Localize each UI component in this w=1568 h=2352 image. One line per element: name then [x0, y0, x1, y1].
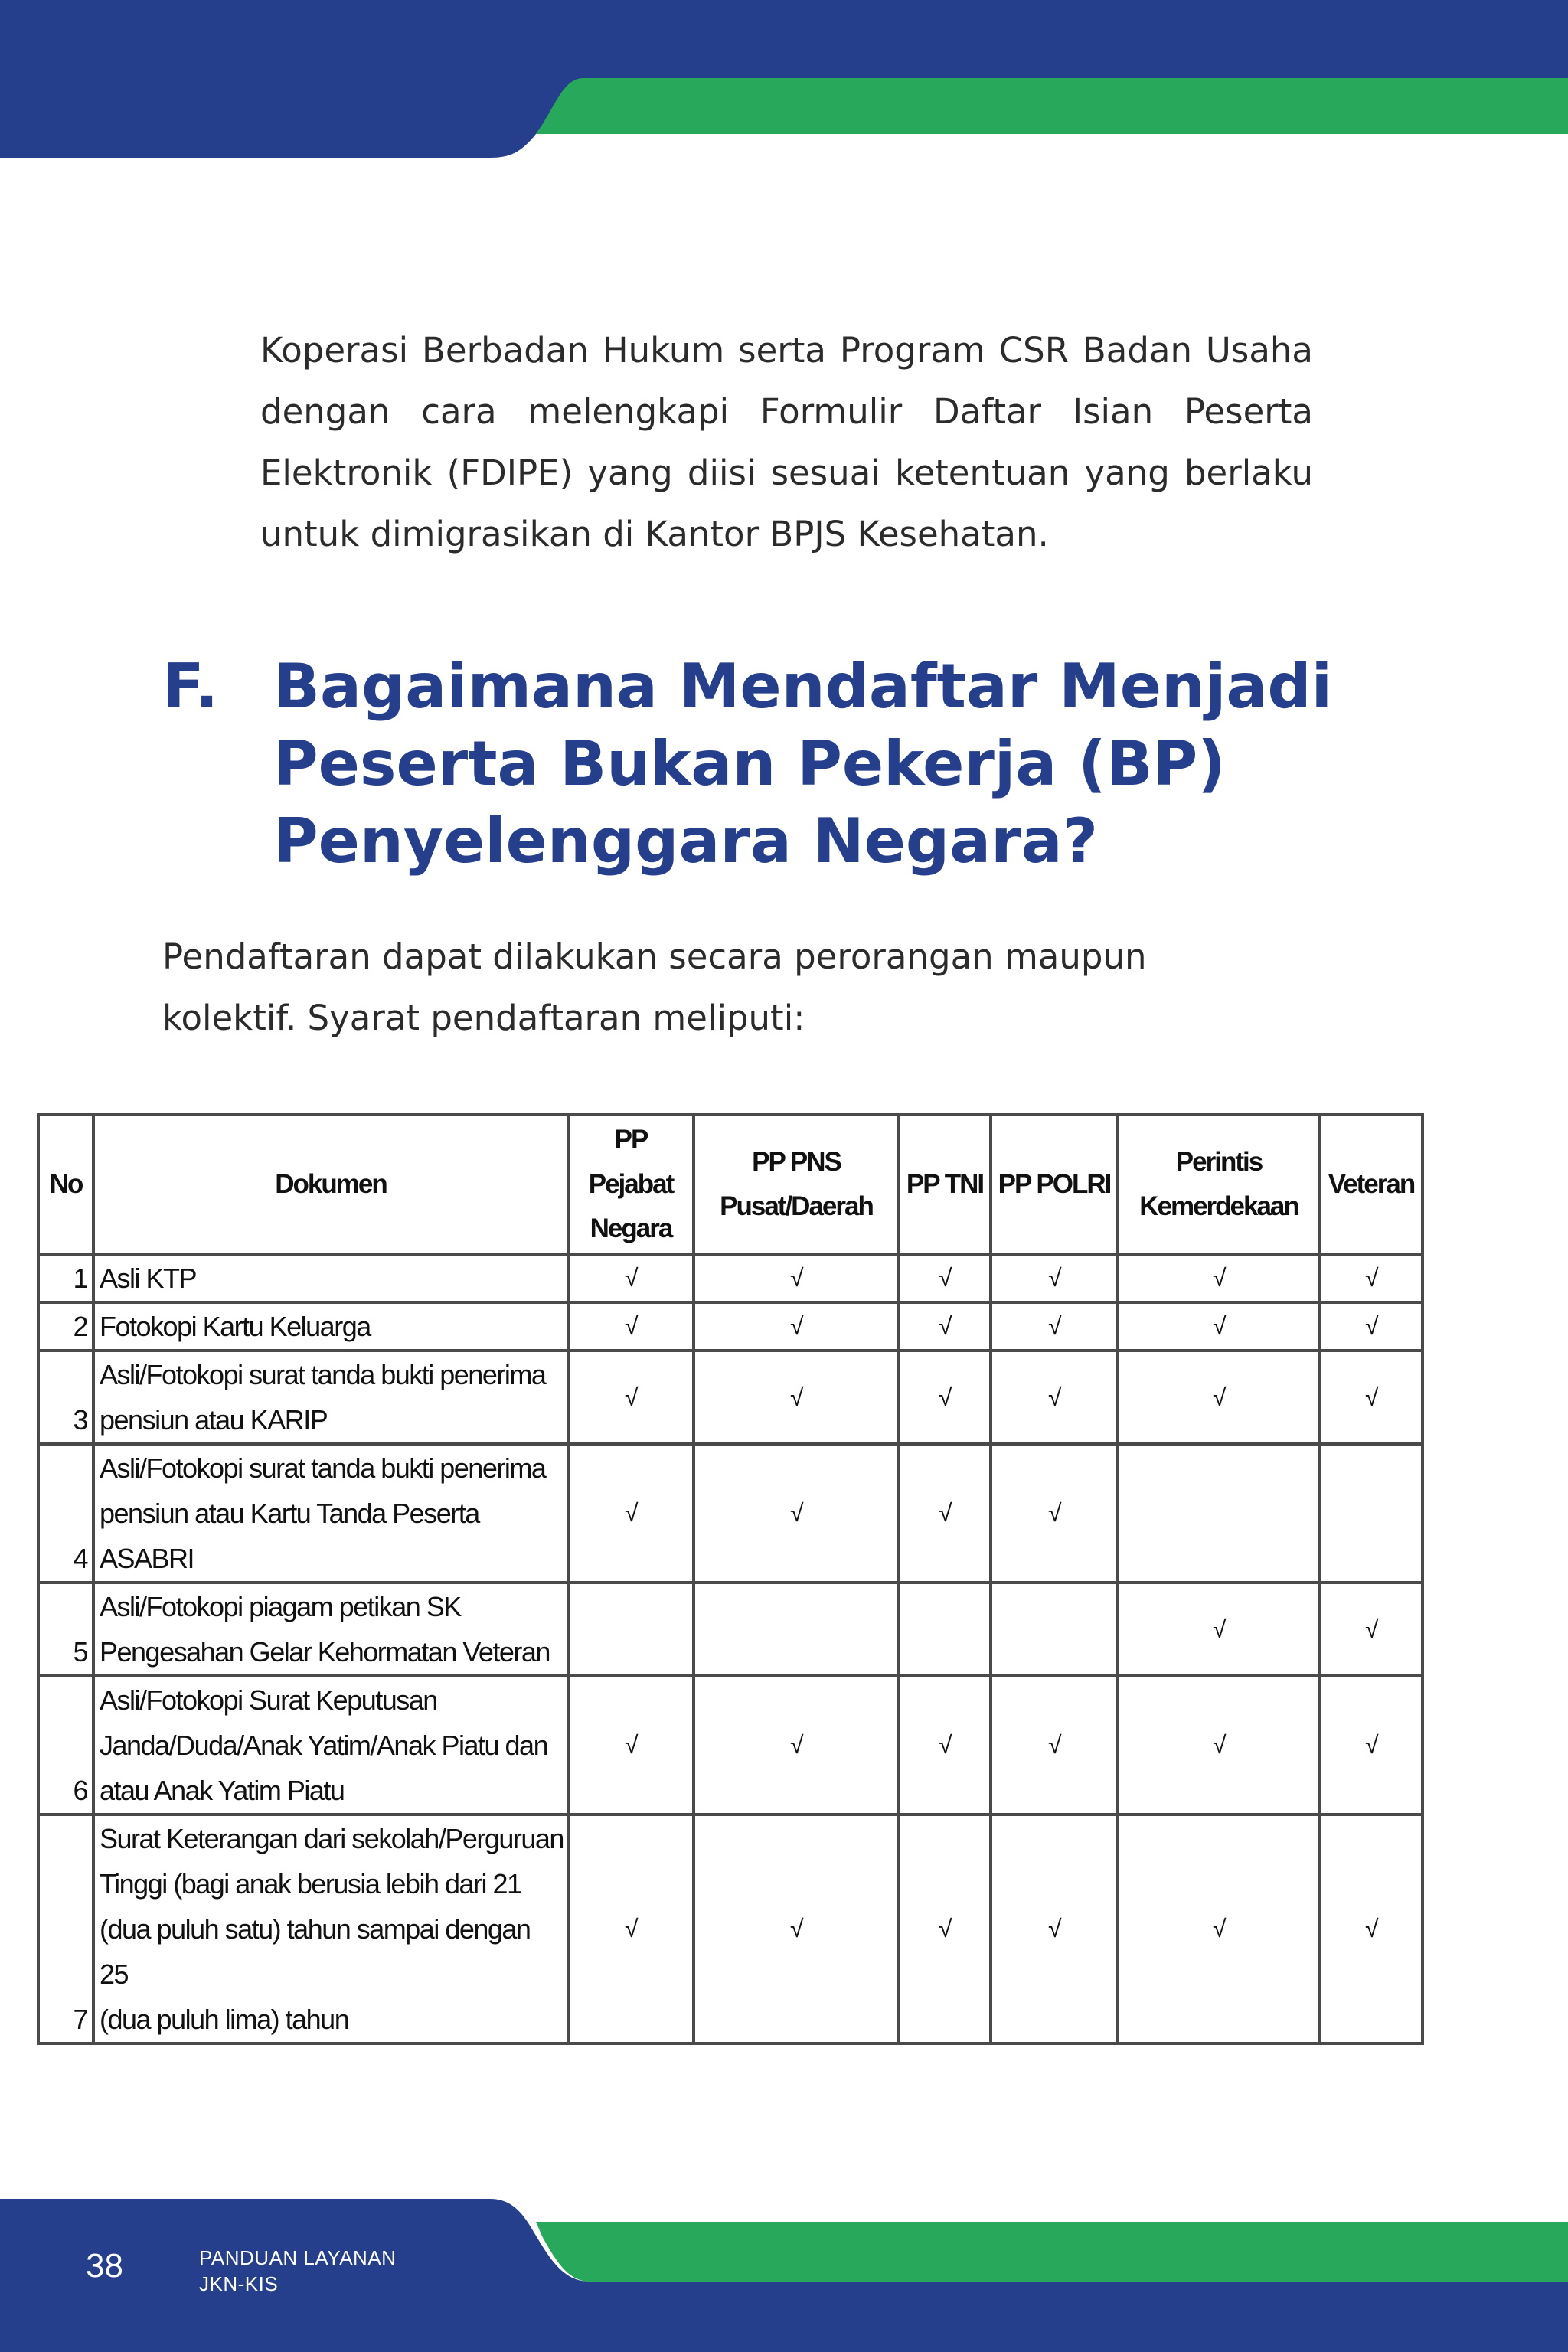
document-line: Fotokopi Kartu Keluarga [100, 1311, 371, 1342]
document-line: Asli/Fotokopi surat tanda bukti penerima [100, 1359, 546, 1390]
top-banner [0, 0, 1568, 158]
row-number: 1 [38, 1254, 93, 1302]
check-cell-veteran [1320, 1815, 1423, 2043]
check-cell-pp-pejabat-negara [568, 1254, 694, 1302]
check-mark-icon: √ [624, 1731, 638, 1759]
document-line: atau Anak Yatim Piatu [100, 1775, 345, 1806]
check-cell-pp-tni [899, 1351, 991, 1444]
document-line: Pengesahan Gelar Kehormatan Veteran [100, 1636, 550, 1668]
check-mark-icon: √ [789, 1499, 803, 1527]
check-cell-pp-polri [991, 1302, 1118, 1351]
check-cell-pp-tni [899, 1583, 991, 1676]
section-title-line: Bagaimana Mendaftar Menjadi [273, 651, 1333, 722]
check-cell-pp-polri [991, 1351, 1118, 1444]
check-mark-icon: √ [938, 1731, 952, 1759]
check-mark-icon: √ [1364, 1731, 1378, 1759]
document-line: Asli/Fotokopi Surat Keputusan [100, 1684, 437, 1716]
check-cell-pp-polri [991, 1444, 1118, 1583]
document-line: Tinggi (bagi anak berusia lebih dari 21 [100, 1868, 521, 1900]
document-line: Asli KTP [100, 1263, 197, 1294]
check-mark-icon: √ [1047, 1312, 1061, 1340]
check-mark-icon: √ [789, 1915, 803, 1942]
bottom-banner-green [536, 2222, 1568, 2282]
row-document [93, 1583, 568, 1676]
check-cell-pp-pns [694, 1351, 899, 1444]
header-veteran: Veteran [1320, 1115, 1423, 1254]
check-cell-veteran [1320, 1254, 1423, 1302]
requirements-table [37, 1113, 1424, 2045]
row-document [93, 1254, 568, 1302]
check-cell-perintis-kemerdekaan [1118, 1583, 1320, 1676]
check-cell-pp-tni [899, 1815, 991, 2043]
check-cell-veteran [1320, 1351, 1423, 1444]
document-line: Asli/Fotokopi surat tanda bukti penerima [100, 1452, 546, 1484]
check-mark-icon: √ [1364, 1264, 1378, 1292]
check-cell-pp-pejabat-negara [568, 1583, 694, 1676]
table-header-row [38, 1115, 1423, 1254]
check-mark-icon: √ [1364, 1915, 1378, 1942]
row-document [93, 1815, 568, 2043]
check-mark-icon: √ [938, 1312, 952, 1340]
row-number: 3 [38, 1351, 93, 1444]
footer-title [199, 2245, 396, 2297]
check-cell-pp-pns [694, 1254, 899, 1302]
section-title-line: Penyelenggara Negara? [273, 805, 1098, 877]
table-row [38, 1302, 1423, 1351]
check-mark-icon: √ [938, 1915, 952, 1942]
check-mark-icon: √ [789, 1264, 803, 1292]
header-pp-pns: PP PNS Pusat/Daerah [694, 1115, 899, 1254]
check-cell-pp-pns [694, 1444, 899, 1583]
check-cell-pp-tni [899, 1254, 991, 1302]
check-cell-pp-polri [991, 1254, 1118, 1302]
check-mark-icon: √ [1212, 1915, 1226, 1942]
check-mark-icon: √ [1047, 1264, 1061, 1292]
section-title [273, 648, 1468, 880]
row-number: 7 [38, 1815, 93, 2043]
page-number: 38 [86, 2247, 123, 2285]
header-pp-tni: PP TNI [899, 1115, 991, 1254]
document-line: (dua puluh lima) tahun [100, 2004, 349, 2035]
check-mark-icon: √ [938, 1383, 952, 1411]
header-perintis-kemerdekaan: Perintis Kemerdekaan [1118, 1115, 1320, 1254]
check-cell-pp-pns [694, 1302, 899, 1351]
lead-line: Pendaftaran dapat dilakukan secara perorangan maupun [162, 936, 1147, 977]
table-row [38, 1583, 1423, 1676]
header-no: No [38, 1115, 93, 1254]
check-mark-icon: √ [1212, 1264, 1226, 1292]
document-line: Janda/Duda/Anak Yatim/Anak Piatu dan [100, 1730, 548, 1761]
document-line: Surat Keterangan dari sekolah/Perguruan [100, 1823, 564, 1854]
check-cell-perintis-kemerdekaan [1118, 1444, 1320, 1583]
check-cell-pp-tni [899, 1444, 991, 1583]
check-mark-icon: √ [1212, 1383, 1226, 1411]
table-row [38, 1676, 1423, 1815]
check-mark-icon: √ [789, 1383, 803, 1411]
section-letter: F. [162, 651, 219, 722]
check-mark-icon: √ [1212, 1615, 1226, 1643]
check-mark-icon: √ [1212, 1731, 1226, 1759]
check-mark-icon: √ [624, 1915, 638, 1942]
lead-line: kolektif. Syarat pendaftaran meliputi: [162, 998, 805, 1038]
check-mark-icon: √ [1047, 1499, 1061, 1527]
row-document [93, 1302, 568, 1351]
top-banner-green [536, 78, 1568, 134]
check-mark-icon: √ [789, 1731, 803, 1759]
check-cell-pp-pns [694, 1676, 899, 1815]
row-document [93, 1351, 568, 1444]
header-pp-polri: PP POLRI [991, 1115, 1118, 1254]
check-cell-pp-pejabat-negara [568, 1351, 694, 1444]
table-row [38, 1254, 1423, 1302]
check-cell-perintis-kemerdekaan [1118, 1351, 1320, 1444]
check-mark-icon: √ [1047, 1915, 1061, 1942]
check-cell-perintis-kemerdekaan [1118, 1302, 1320, 1351]
table-row [38, 1815, 1423, 2043]
check-mark-icon: √ [624, 1312, 638, 1340]
document-line: ASABRI [100, 1543, 194, 1574]
header-dokumen: Dokumen [93, 1115, 568, 1254]
check-cell-veteran [1320, 1583, 1423, 1676]
check-cell-pp-tni [899, 1302, 991, 1351]
check-mark-icon: √ [938, 1264, 952, 1292]
check-cell-pp-tni [899, 1676, 991, 1815]
check-mark-icon: √ [1364, 1615, 1378, 1643]
check-mark-icon: √ [624, 1264, 638, 1292]
check-cell-pp-pns [694, 1815, 899, 2043]
document-line: Asli/Fotokopi piagam petikan SK [100, 1591, 461, 1622]
intro-paragraph: Koperasi Berbadan Hukum serta Program CSR Badan Usaha dengan cara melengkapi Formulir Daftar Isian Peserta Elektronik (FDIPE) yang diisi sesuai ketentuan yang berlaku untuk dimigrasikan di Kantor BPJS Kesehatan. [260, 330, 1313, 554]
document-line: pensiun atau Kartu Tanda Peserta [100, 1498, 479, 1529]
check-cell-perintis-kemerdekaan [1118, 1254, 1320, 1302]
check-mark-icon: √ [938, 1499, 952, 1527]
check-cell-pp-pejabat-negara [568, 1444, 694, 1583]
check-cell-pp-pejabat-negara [568, 1676, 694, 1815]
check-cell-pp-polri [991, 1676, 1118, 1815]
check-mark-icon: √ [624, 1383, 638, 1411]
check-mark-icon: √ [1364, 1383, 1378, 1411]
row-number: 5 [38, 1583, 93, 1676]
row-number: 4 [38, 1444, 93, 1583]
header-pp-pejabat-negara: PP Pejabat Negara [568, 1115, 694, 1254]
table-row [38, 1351, 1423, 1444]
check-cell-perintis-kemerdekaan [1118, 1815, 1320, 2043]
check-mark-icon: √ [789, 1312, 803, 1340]
table-body [38, 1254, 1423, 2043]
check-mark-icon: √ [1047, 1731, 1061, 1759]
row-number: 6 [38, 1676, 93, 1815]
document-line: (dua puluh satu) tahun sampai dengan 25 [100, 1913, 531, 1990]
check-mark-icon: √ [1212, 1312, 1226, 1340]
footer-title-line: PANDUAN LAYANAN [199, 2246, 397, 2269]
lead-paragraph [162, 926, 1311, 1049]
check-cell-veteran [1320, 1676, 1423, 1815]
check-cell-pp-pejabat-negara [568, 1815, 694, 2043]
check-cell-pp-polri [991, 1583, 1118, 1676]
document-line: pensiun atau KARIP [100, 1404, 328, 1436]
table-row [38, 1444, 1423, 1583]
row-document [93, 1676, 568, 1815]
check-mark-icon: √ [1047, 1383, 1061, 1411]
check-mark-icon: √ [1364, 1312, 1378, 1340]
check-cell-pp-pejabat-negara [568, 1302, 694, 1351]
row-number: 2 [38, 1302, 93, 1351]
check-cell-veteran [1320, 1444, 1423, 1583]
check-cell-pp-pns [694, 1583, 899, 1676]
check-mark-icon: √ [624, 1499, 638, 1527]
check-cell-perintis-kemerdekaan [1118, 1676, 1320, 1815]
section-title-line: Peserta Bukan Pekerja (BP) [273, 728, 1226, 799]
footer-title-line: JKN-KIS [199, 2272, 279, 2295]
check-cell-veteran [1320, 1302, 1423, 1351]
check-cell-pp-polri [991, 1815, 1118, 2043]
row-document [93, 1444, 568, 1583]
